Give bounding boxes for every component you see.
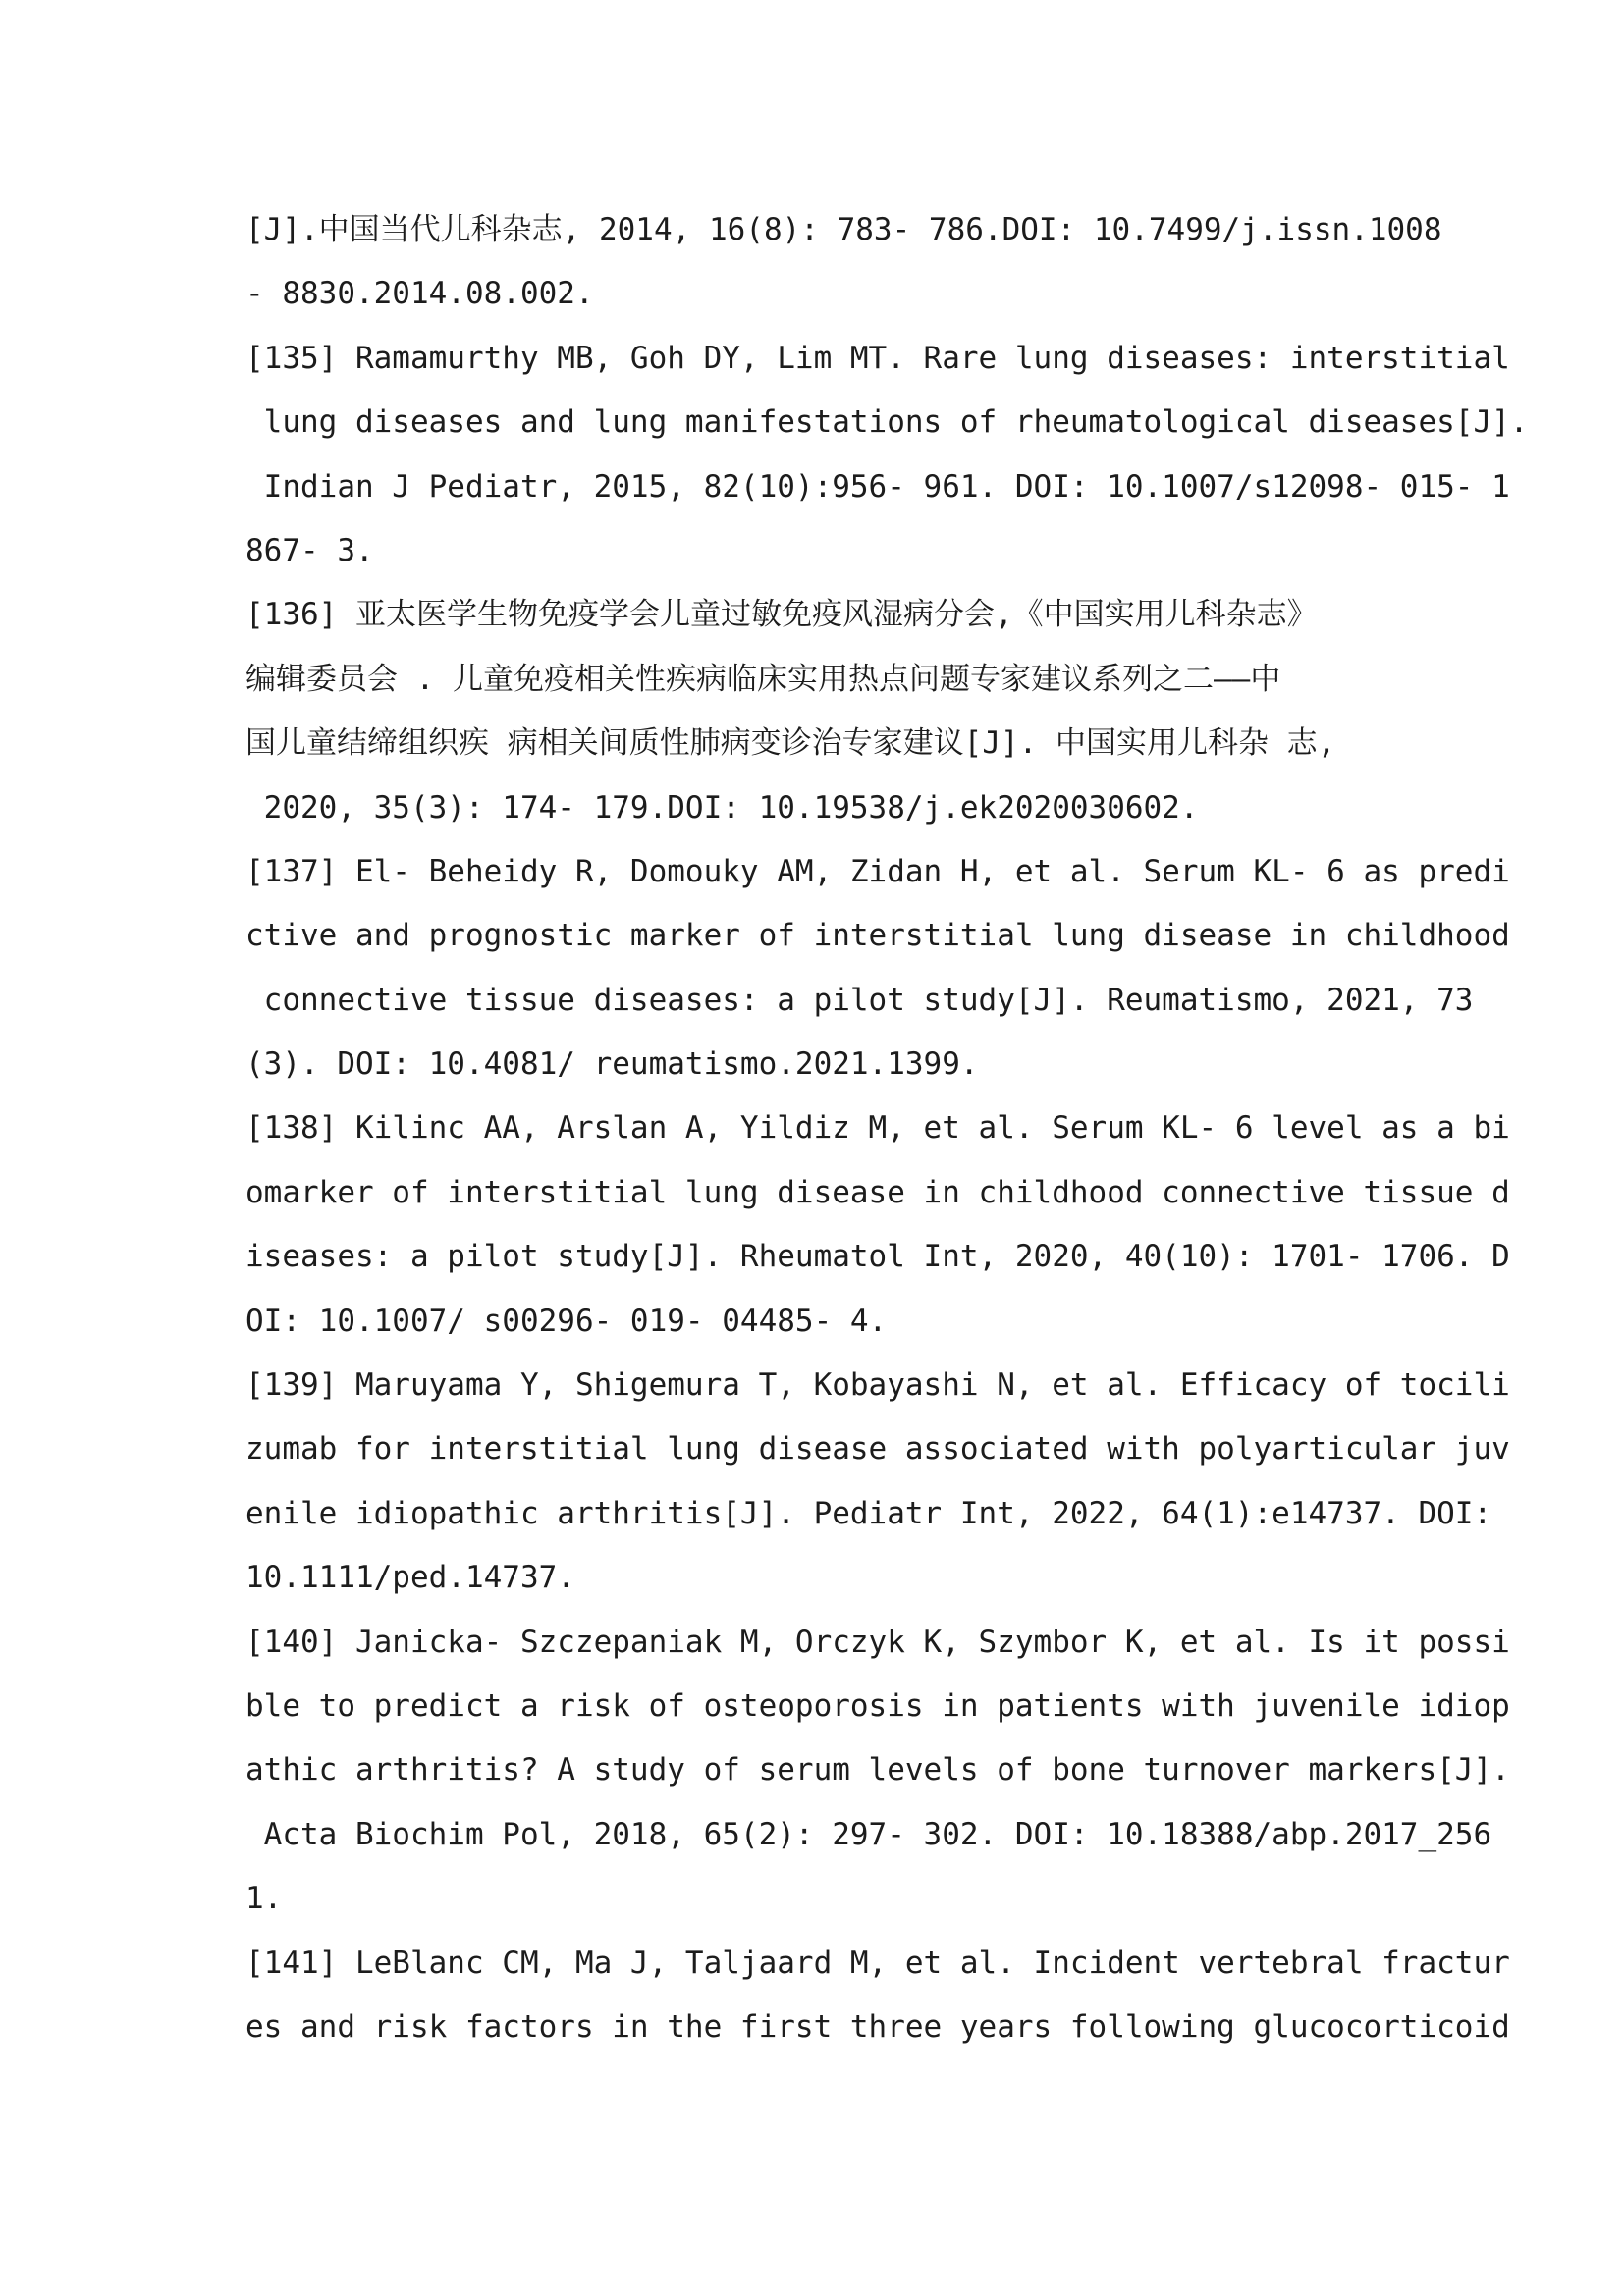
reference-line: [139] Maruyama Y, Shigemura T, Kobayashi N, et al. Efficacy of tocili bbox=[245, 1367, 1510, 1404]
reference-line: omarker of interstitial lung disease in childhood connective tissue d bbox=[245, 1174, 1510, 1210]
reference-line: lung diseases and lung manifestations of rheumatological diseases[J]. bbox=[245, 404, 1529, 441]
reference-line: ble to predict a risk of osteoporosis in patients with juvenile idiop bbox=[245, 1687, 1510, 1724]
reference-entry-134-continued bbox=[245, 198, 1442, 327]
reference-entry-138 bbox=[245, 1096, 1510, 1354]
reference-line: iseases: a pilot study[J]. Rheumatol Int, 2020, 40(10): 1701- 1706. D bbox=[245, 1239, 1510, 1275]
reference-line: 1. bbox=[245, 1881, 283, 1917]
reference-line: [J].中国当代儿科杂志, 2014, 16(8): 783- 786.DOI: 10.7499/j.issn.1008 bbox=[245, 212, 1442, 247]
reference-entry-141 bbox=[245, 1932, 1510, 2060]
reference-line: ctive and prognostic marker of interstitial lung disease in childhood bbox=[245, 918, 1510, 954]
reference-line: [138] Kilinc AA, Arslan A, Yildiz M, et al. Serum KL- 6 level as a bi bbox=[245, 1110, 1510, 1147]
reference-line: 国儿童结缔组织疾 病相关间质性肺病变诊治专家建议[J]. 中国实用儿科杂 志, bbox=[245, 725, 1336, 762]
reference-entry-140 bbox=[245, 1611, 1510, 1932]
reference-line: [137] El- Beheidy R, Domouky AM, Zidan H, et al. Serum KL- 6 as predi bbox=[245, 853, 1510, 889]
reference-line: [136] 亚太医学生物免疫学会儿童过敏免疫风湿病分会,《中国实用儿科杂志》 bbox=[245, 597, 1318, 633]
reference-line: connective tissue diseases: a pilot study[J]. Reumatismo, 2021, 73 bbox=[245, 982, 1474, 1018]
reference-line: [140] Janicka- Szczepaniak M, Orczyk K, Szymbor K, et al. Is it possi bbox=[245, 1624, 1510, 1660]
reference-line: athic arthritis? A study of serum levels of bone turnover markers[J]. bbox=[245, 1752, 1510, 1789]
reference-line: enile idiopathic arthritis[J]. Pediatr Int, 2022, 64(1):e14737. DOI: bbox=[245, 1495, 1492, 1531]
reference-line: Acta Biochim Pol, 2018, 65(2): 297- 302. DOI: 10.18388/abp.2017_256 bbox=[245, 1816, 1492, 1852]
reference-line: zumab for interstitial lung disease associated with polyarticular juv bbox=[245, 1431, 1510, 1468]
reference-entry-139 bbox=[245, 1354, 1510, 1611]
reference-line: 10.1111/ped.14737. bbox=[245, 1560, 575, 1596]
reference-line: [135] Ramamurthy MB, Goh DY, Lim MT. Rare lung diseases: interstitial bbox=[245, 340, 1510, 376]
reference-line: 2020, 35(3): 174- 179.DOI: 10.19538/j.ek2020030602. bbox=[245, 789, 1199, 826]
reference-line: OI: 10.1007/ s00296- 019- 04485- 4. bbox=[245, 1303, 888, 1339]
reference-entry-135 bbox=[245, 327, 1529, 584]
reference-line: [141] LeBlanc CM, Ma J, Taljaard M, et al. Incident vertebral fractur bbox=[245, 1945, 1510, 1981]
reference-list bbox=[245, 198, 1529, 2059]
reference-line: 编辑委员会 . 儿童免疫相关性疾病临床实用热点问题专家建议系列之二——中 bbox=[245, 661, 1281, 697]
reference-line: - 8830.2014.08.002. bbox=[245, 276, 594, 312]
reference-entry-136 bbox=[245, 583, 1384, 840]
reference-line: 867- 3. bbox=[245, 532, 374, 568]
reference-entry-137 bbox=[245, 840, 1510, 1097]
reference-line: es and risk factors in the first three years following glucocorticoid bbox=[245, 2008, 1510, 2045]
reference-line: Indian J Pediatr, 2015, 82(10):956- 961. DOI: 10.1007/s12098- 015- 1 bbox=[245, 468, 1510, 505]
reference-line: (3). DOI: 10.4081/ reumatismo.2021.1399. bbox=[245, 1046, 979, 1083]
